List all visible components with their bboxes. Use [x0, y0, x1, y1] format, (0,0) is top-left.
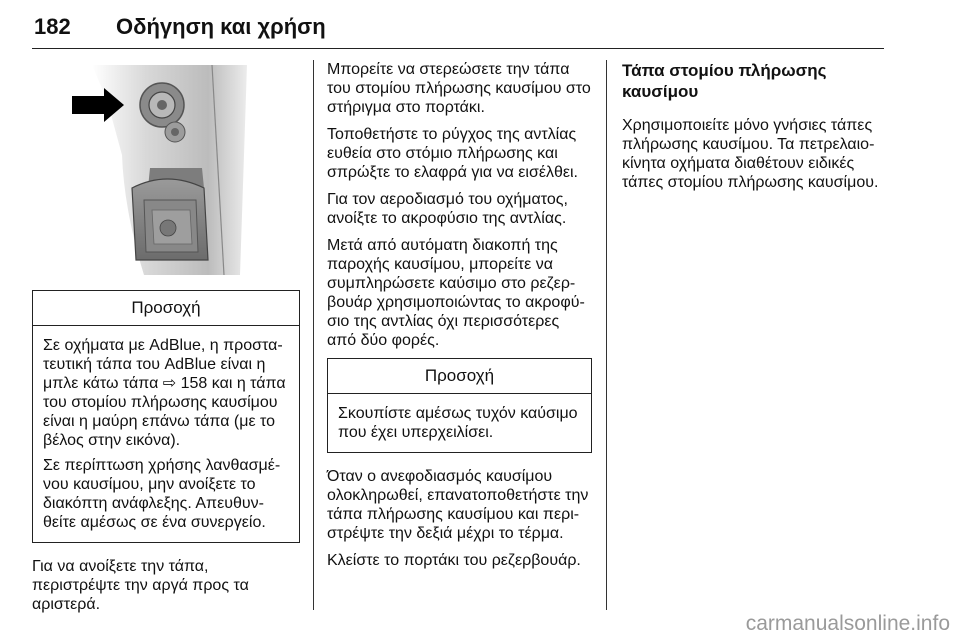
column-left	[32, 60, 300, 622]
section-heading: Τάπα στομίου πλήρωσης καυσίμου	[622, 61, 827, 101]
notice-body	[33, 326, 299, 542]
body-paragraph: Για να ανοίξετε την τάπα, περιστρέψτε την αργά προς τα αριστερά.	[32, 558, 249, 613]
caution-notice	[327, 358, 592, 453]
column-right	[622, 60, 884, 200]
body-paragraph: Μπορείτε να στερεώσετε την τάπα του στομίου πλήρωσης καυσίμου στο στήριγμα στο πορτάκι.	[327, 61, 591, 116]
notice-paragraph: Σε οχήματα με AdBlue, η προστα-τευτική τάπα του AdBlue είναι η μπλε κάτω τάπα ⇨ 158 και η τάπα του στομίου πλήρωσης καυσίμου είναι η μαύρη επάνω τάπα (με το βέλος στην εικόνα).	[43, 337, 286, 449]
column-middle	[327, 60, 592, 578]
body-paragraph: Κλείστε το πορτάκι του ρεζερβουάρ.	[327, 552, 581, 569]
body-paragraph: Όταν ο ανεφοδιασμός καυσίμου ολοκληρωθεί, επανατοποθετήστε την τάπα πλήρωσης καυσίμου και περι-στρέψτε την δεξιά μέχρι το τέρμα.	[327, 468, 589, 542]
column-divider	[313, 60, 314, 610]
notice-paragraph: Σκουπίστε αμέσως τυχόν καύσιμο που έχει υπερχειλίσει.	[338, 405, 578, 441]
notice-title: Προσοχή	[328, 359, 591, 394]
caution-notice	[32, 290, 300, 543]
notice-body	[328, 394, 591, 452]
body-paragraph: Μετά από αυτόματη διακοπή της παροχής καυσίμου, μπορείτε να συμπληρώσετε καύσιμο στο ρεζερ-βουάρ χρησιμοποιώντας το ακροφύ-σιο της αντλίας όχι περισσότερες από δύο φορές.	[327, 237, 585, 349]
notice-paragraph: Σε περίπτωση χρήσης λανθασμέ-νου καυσίμου, μην ανοίξετε το διακόπτη ανάφλεξης. Απευθυν-θείτε αμέσως σε ένα συνεργείο.	[43, 457, 281, 531]
body-paragraph: Για τον αεροδιασμό του οχήματος, ανοίξτε το ακροφύσιο της αντλίας.	[327, 191, 568, 227]
fuel-cap-illustration	[32, 60, 300, 280]
chapter-title: Οδήγηση και χρήση	[116, 14, 326, 39]
page-number: 182	[34, 14, 71, 39]
page-header	[32, 14, 884, 49]
body-paragraph: Χρησιμοποιείτε μόνο γνήσιες τάπες πλήρωσης καυσίμου. Τα πετρελαιο-κίνητα οχήματα διαθέτουν ειδικές τάπες στομίου πλήρωσης καυσίμου.	[622, 117, 879, 191]
watermark: carmanualsonline.info	[745, 612, 950, 635]
column-divider	[606, 60, 607, 610]
body-paragraph: Τοποθετήστε το ρύγχος της αντλίας ευθεία στο στόμιο πλήρωσης και σπρώξτε το ελαφρά για να εισέλθει.	[327, 126, 578, 181]
notice-title: Προσοχή	[33, 291, 299, 326]
